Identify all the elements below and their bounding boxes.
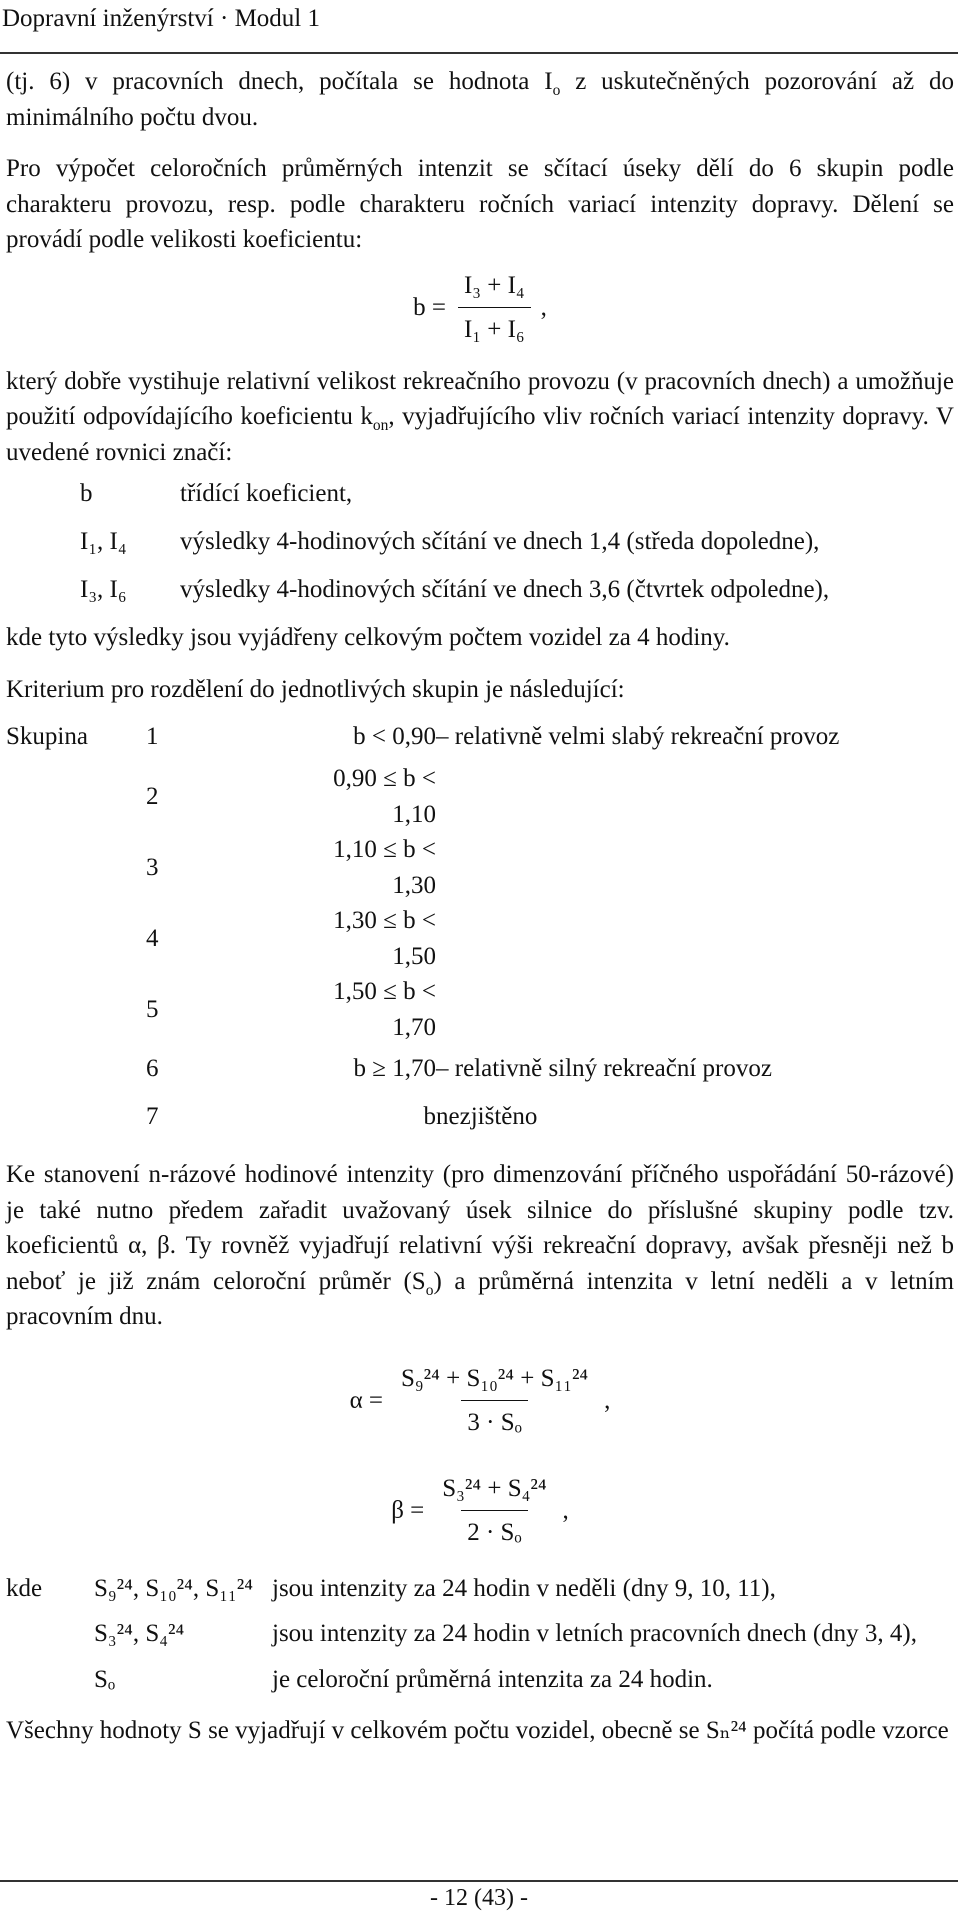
definition-symbol: b (80, 480, 93, 507)
formula-b-numerator: I₃ + I₄ (463, 271, 525, 299)
page-header (0, 0, 958, 54)
formula-alpha-fraction (395, 1361, 594, 1441)
table-row: 2 0,90 ≤ b < 1,10 (146, 765, 436, 828)
paragraph-4: kde tyto výsledky jsou vyjádřeny celkovým počtem vozidel za 4 hodiny. (6, 624, 730, 651)
formula-alpha-denominator: 3 · Sₒ (461, 1400, 527, 1441)
table-row: 4 1,30 ≤ b < 1,50 (146, 907, 436, 970)
kde-text: jsou intenzity za 24 hodin v letních pracovních dnech (dny 3, 4), (272, 1620, 917, 1647)
formula-beta-denominator: 2 · Sₒ (461, 1510, 527, 1551)
definition-row (6, 572, 954, 620)
kde-row (6, 1616, 954, 1652)
kde-text: je celoroční průměrná intenzita za 24 hodin. (272, 1665, 713, 1693)
page-number: - 12 (43) - (430, 1885, 528, 1911)
kde-definitions (6, 1571, 954, 1698)
table-row: 6 b ≥ 1,70 – relativně silný rekreační provoz (146, 1055, 772, 1083)
kde-text: jsou intenzity za 24 hodin v neděli (dny 9, 10, 11), (272, 1574, 776, 1602)
kde-symbol: S₉²⁴, S₁₀²⁴, S₁₁²⁴ (94, 1574, 253, 1602)
page-footer (0, 1880, 958, 1916)
formula-beta-numerator: S₃²⁴ + S₄²⁴ (442, 1474, 547, 1502)
page-content (6, 64, 954, 1749)
paragraph-5: Kriterium pro rozdělení do jednotlivých skupin je následující: (6, 675, 625, 703)
table-row: 7 b nezjištěno (146, 1103, 538, 1131)
formula-alpha: α = $\frac{\text{S₉²⁴ + S₁₀²⁴ + S₁₁²⁴}}{\text{3 · Sₒ}}$ , (6, 1361, 954, 1441)
table-row: Skupina 1 b < 0,90 – relativně velmi slabý rekreační provoz (6, 713, 839, 761)
table-row: 3 1,10 ≤ b < 1,30 (146, 836, 436, 899)
formula-beta-fraction (436, 1471, 552, 1551)
paragraph-6: Ke stanovení n-rázové hodinové intenzity (pro dimenzování příčného uspořádání 50-rázové) je také nutno předem zařadit uvažovaný úsek silnice do příslušné skupiny podle tzv. koeficientů α, β. Ty rovněž vyjadřují relativní výši rekreační dopravy, avšak přesněji než b neboť je již znám celoroční průměr $(S_o)$ a průměrná intenzita v letní neděli a v letním pracovním dnu. (6, 1161, 954, 1330)
formula-b-lhs: b = (413, 293, 446, 321)
formula-beta-lhs: β = (391, 1496, 425, 1524)
groups-table (6, 713, 839, 1141)
definition-text: výsledky 4-hodinových sčítání ve dnech 1,4 (středa dopoledne), (180, 528, 820, 555)
definition-text: výsledky 4-hodinových sčítání ve dnech 3,6 (čtvrtek odpoledne), (180, 576, 830, 603)
definition-symbol: I₁, I₄ (80, 528, 127, 555)
definition-symbol: I₃, I₆ (80, 576, 127, 603)
paragraph-2: Pro výpočet celoročních průměrných intenzit se sčítací úseky dělí do 6 skupin podle charakteru provozu, resp. podle charakteru ročních variací intenzity dopravy. Dělení se provádí podle velikosti koeficientu: (6, 155, 954, 253)
formula-b: b = $\frac{\text{I₃ + I₄}}{\text{I₁ + I₆}}$ , (6, 268, 954, 348)
kde-label: kde (6, 1574, 43, 1602)
kde-row (6, 1571, 954, 1607)
kde-symbol: S₃²⁴, S₄²⁴ (94, 1620, 185, 1647)
formula-b-fraction (458, 268, 531, 348)
groups-label: Skupina (6, 723, 88, 751)
paragraph-3: který dobře vystihuje relativní velikost rekreačního provozu (v pracovních dnech) a umožňuje použití odpovídajícího koeficientu $k_{on}$, vyjadřujícího vliv ročních variací intenzity dopravy. V uvedené rovnici značí: (6, 367, 954, 466)
header-title: Dopravní inženýrství · Modul 1 (2, 5, 321, 32)
formula-b-denominator: I₁ + I₆ (458, 307, 531, 348)
formula-alpha-lhs: α = (349, 1386, 384, 1414)
formula-alpha-numerator: S₉²⁴ + S₁₀²⁴ + S₁₁²⁴ (401, 1364, 589, 1392)
definition-row (6, 524, 954, 572)
definition-row (6, 476, 954, 524)
table-row: 5 1,50 ≤ b < 1,70 (146, 978, 436, 1041)
kde-symbol: Sₒ (94, 1665, 116, 1693)
p7-symbol: Sₙ²⁴ (705, 1717, 747, 1744)
paragraph-1: (tj. 6) v pracovních dnech, počítala se hodnota $I_o$ z uskutečněných pozorování až do minimálního počtu dvou. (6, 68, 954, 131)
paragraph-7: Všechny hodnoty S se vyjadřují v celkovém počtu vozidel, obecně se Sₙ²⁴ počítá podle vzorce (6, 1717, 949, 1744)
definition-text: třídící koeficient, (180, 480, 353, 507)
definitions-list (6, 476, 954, 620)
kde-row (6, 1662, 954, 1698)
formula-beta: β = $\frac{\text{S₃²⁴ + S₄²⁴}}{\text{2 · Sₒ}}$ , (6, 1471, 954, 1551)
